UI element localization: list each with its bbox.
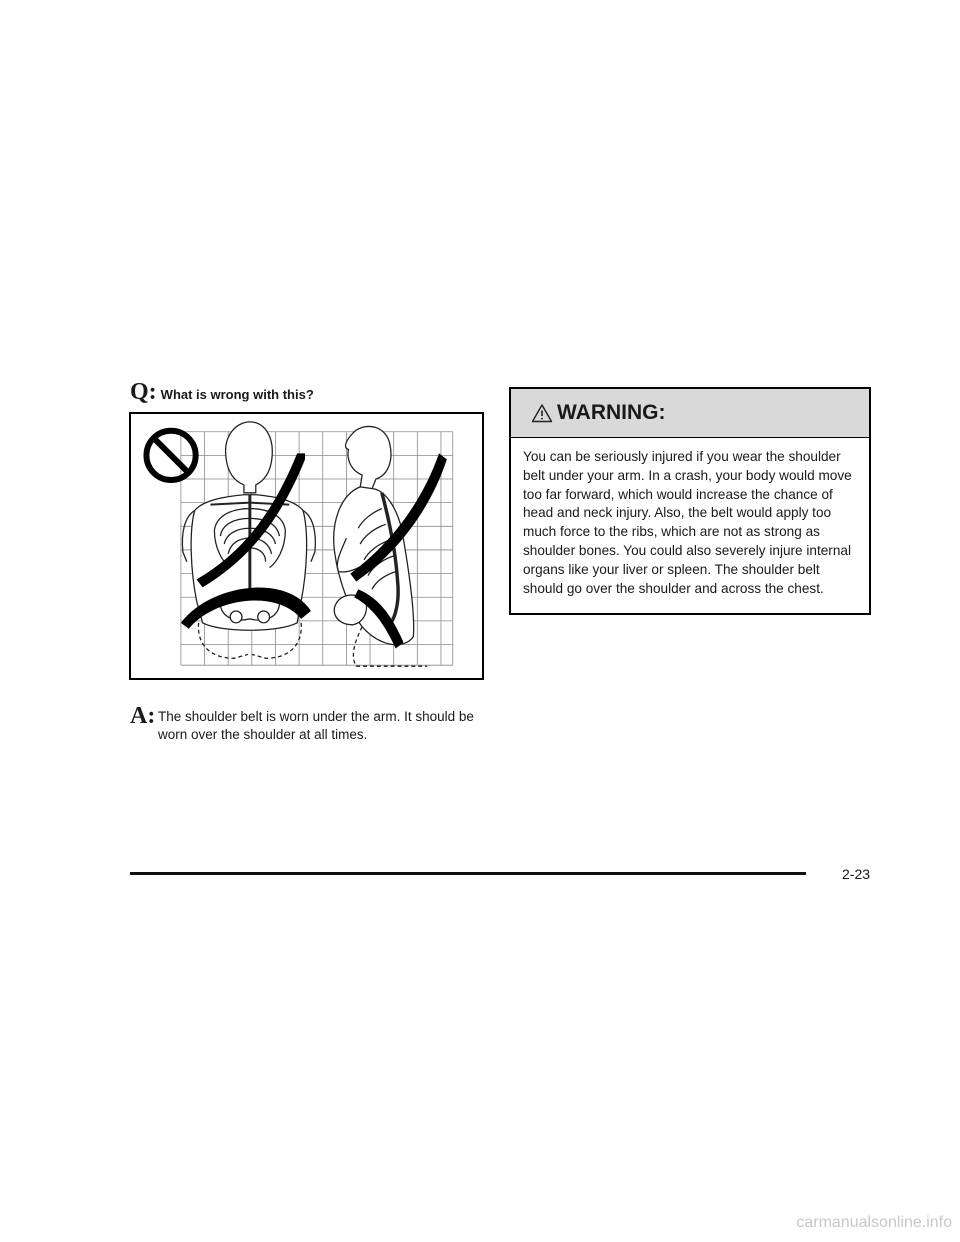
warning-box xyxy=(509,387,871,615)
question-prefix: Q: xyxy=(130,379,157,405)
page-number: 2-23 xyxy=(842,866,871,882)
skeleton-belt-drawing xyxy=(131,414,482,678)
answer-text: The shoulder belt is worn under the arm. It should be worn over the shoulder at all times. xyxy=(158,709,474,742)
answer xyxy=(130,703,490,744)
warning-body: You can be seriously injured if you wear the shoulder belt under your arm. In a crash, your body would move too far forward, which would increase the chance of head and neck injury. Also, the belt would apply too much force to the ribs, which are not as strong as shoulder bones. You could also severely injure internal organs like your liver or spleen. The shoulder belt should go over the shoulder and across the chest. xyxy=(523,449,852,596)
watermark: carmanualsonline.info xyxy=(796,1214,952,1231)
side-skeleton xyxy=(334,426,427,666)
warning-title: WARNING: xyxy=(557,401,666,424)
answer-prefix: A: xyxy=(130,703,156,729)
seatbelt-illustration xyxy=(129,412,484,680)
question-text: What is wrong with this? xyxy=(160,387,314,402)
footer-divider xyxy=(130,872,806,875)
warning-header xyxy=(511,389,869,438)
question xyxy=(130,379,490,406)
warning-triangle-icon xyxy=(531,403,553,423)
